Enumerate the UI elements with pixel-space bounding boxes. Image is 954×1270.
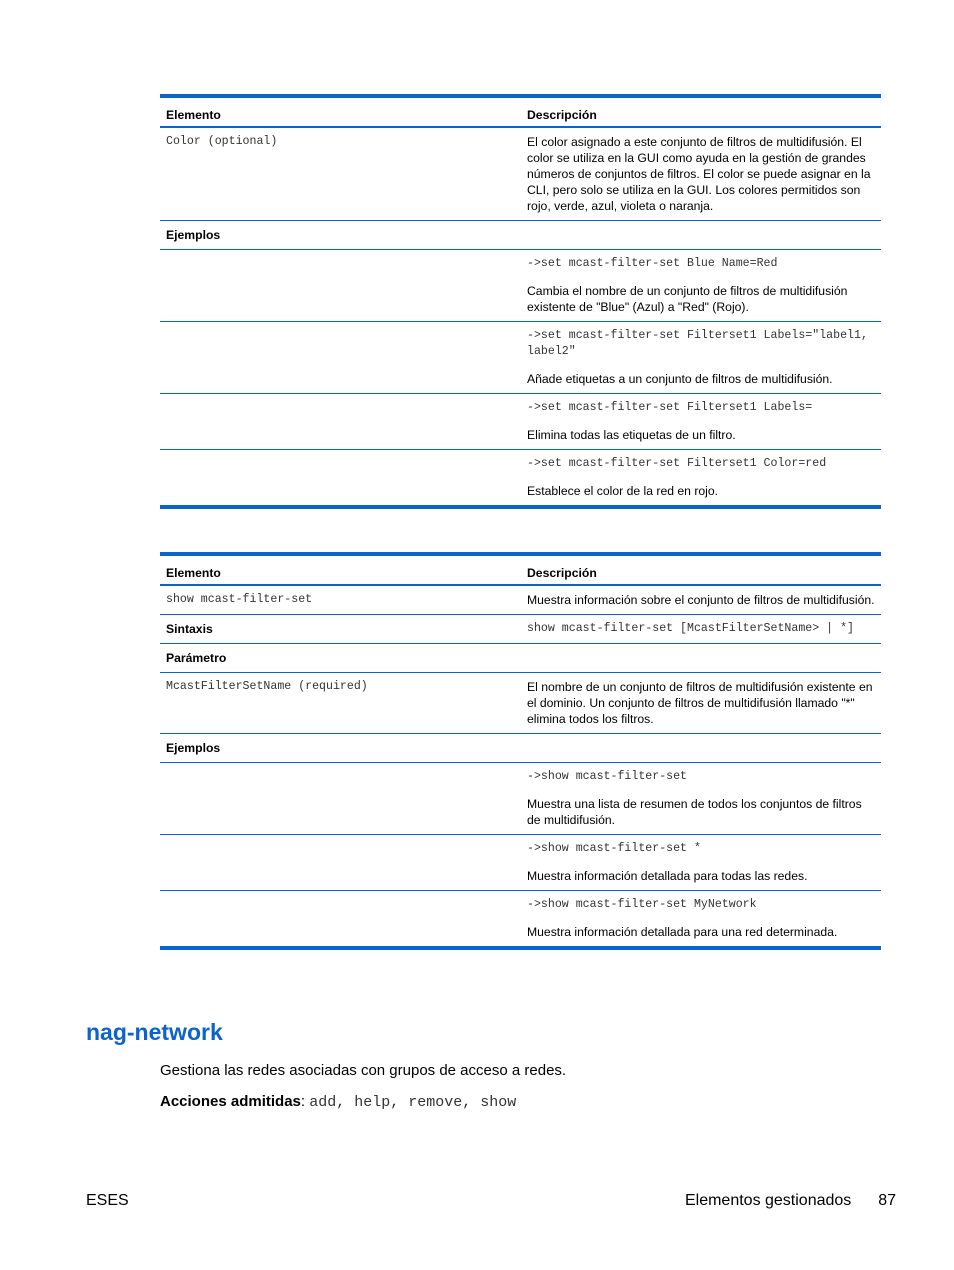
- table-header-row: [160, 96, 881, 127]
- param-name: Color (optional): [160, 127, 521, 221]
- example-row: [160, 250, 881, 322]
- syntax-label: Sintaxis: [160, 615, 521, 644]
- header-elemento: Elemento: [160, 554, 521, 585]
- section-title: nag-network: [86, 1019, 223, 1045]
- table-color-parameter: [160, 94, 881, 509]
- example-description: Establece el color de la red en rojo.: [527, 484, 719, 498]
- table-row: [160, 734, 881, 763]
- table-row: [160, 221, 881, 250]
- example-command: ->set mcast-filter-set Filterset1 Color=red: [527, 457, 827, 470]
- header-descripcion: Descripción: [521, 96, 881, 127]
- section-description: Gestiona las redes asociadas con grupos de acceso a redes.: [160, 1062, 567, 1079]
- syntax-value: show mcast-filter-set [McastFilterSetName> | *]: [521, 615, 881, 644]
- param-description: El color asignado a este conjunto de filtros de multidifusión. El color se utiliza en la GUI como ayuda en la gestión de grandes números de conjuntos de filtros. El color se puede asignar en la CLI, pero solo se utiliza en la GUI. Los colores permitidos son rojo, verde, azul, violeta o naranja.: [521, 127, 881, 221]
- examples-label: Ejemplos: [160, 221, 521, 250]
- example-description: Muestra información detallada para todas las redes.: [527, 869, 808, 883]
- table-show-mcast-filter-set: [160, 552, 881, 950]
- examples-label: Ejemplos: [160, 734, 521, 763]
- footer-section-page: [685, 1192, 896, 1210]
- header-elemento: Elemento: [160, 96, 521, 127]
- example-description: Elimina todas las etiquetas de un filtro.: [527, 428, 736, 442]
- table-row: [160, 673, 881, 734]
- example-row: [160, 394, 881, 450]
- supported-actions: [160, 1093, 516, 1111]
- table-row: [160, 644, 881, 673]
- table-row: [160, 615, 881, 644]
- actions-list: add, help, remove, show: [309, 1094, 517, 1111]
- table-header-row: [160, 554, 881, 585]
- example-row: [160, 891, 881, 949]
- example-description: Añade etiquetas a un conjunto de filtros de multidifusión.: [527, 372, 833, 386]
- example-command: ->show mcast-filter-set *: [527, 842, 701, 855]
- example-command: ->set mcast-filter-set Filterset1 Labels=: [527, 401, 813, 414]
- table-row: [160, 127, 881, 221]
- param-description: El nombre de un conjunto de filtros de multidifusión existente en el dominio. Un conjunto de filtros de multidifusión llamado "*" elimina todos los filtros.: [521, 673, 881, 734]
- actions-separator: :: [300, 1093, 310, 1110]
- footer-section: Elementos gestionados: [684, 1192, 852, 1209]
- footer-locale: ESES: [86, 1192, 129, 1209]
- parameter-label: Parámetro: [160, 644, 521, 673]
- example-description: Muestra información detallada para una red determinada.: [527, 925, 838, 939]
- example-description: Cambia el nombre de un conjunto de filtros de multidifusión existente de "Blue" (Azul) a "Red" (Rojo).: [527, 284, 848, 314]
- table-row: [160, 585, 881, 615]
- example-command: ->set mcast-filter-set Blue Name=Red: [527, 257, 778, 270]
- param-name: McastFilterSetName (required): [160, 673, 521, 734]
- command-name: show mcast-filter-set: [160, 585, 521, 615]
- actions-label: Acciones admitidas: [160, 1093, 301, 1110]
- example-row: [160, 835, 881, 891]
- page-number: 87: [878, 1192, 896, 1209]
- example-command: ->set mcast-filter-set Filterset1 Labels="label1, label2": [527, 329, 868, 358]
- command-description: Muestra información sobre el conjunto de filtros de multidifusión.: [521, 585, 881, 615]
- example-row: [160, 763, 881, 835]
- example-row: [160, 450, 881, 508]
- example-command: ->show mcast-filter-set MyNetwork: [527, 898, 757, 911]
- example-description: Muestra una lista de resumen de todos los conjuntos de filtros de multidifusión.: [527, 797, 862, 827]
- example-row: [160, 322, 881, 394]
- example-command: ->show mcast-filter-set: [527, 770, 688, 783]
- header-descripcion: Descripción: [521, 554, 881, 585]
